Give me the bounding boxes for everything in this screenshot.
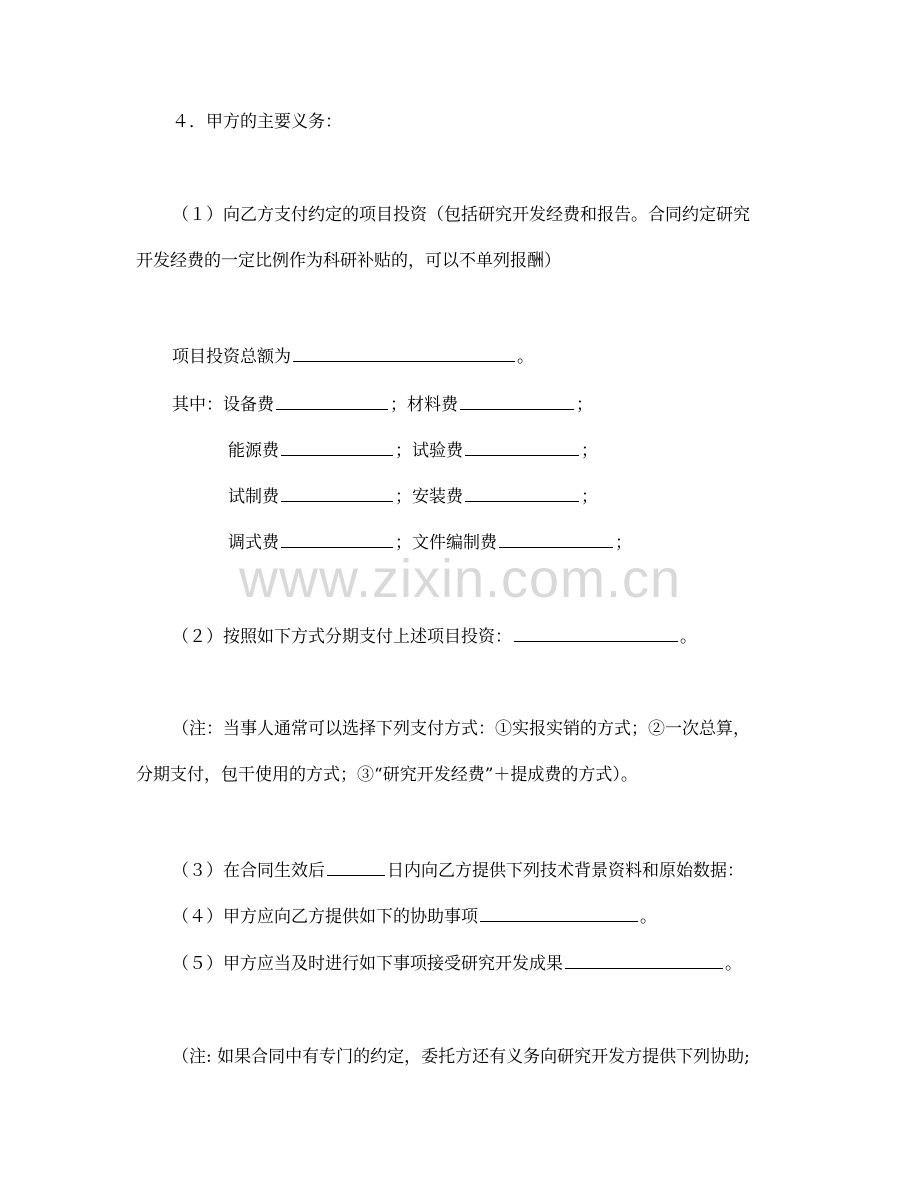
assistance-blank[interactable] — [480, 903, 638, 922]
cost-label: 材料费 — [407, 395, 458, 415]
cost-label: 试制费 — [228, 487, 279, 507]
cost-blank[interactable] — [281, 529, 393, 548]
section-heading: ４．甲方的主要义务： — [172, 112, 342, 132]
item1-line2: 开发经费的一定比例作为科研补贴的，可以不单列报酬） — [136, 251, 561, 271]
item5-line — [172, 950, 742, 976]
item3-after: 日内向乙方提供下列技术背景资料和原始数据： — [387, 861, 744, 881]
cost-separator: ； — [581, 441, 598, 461]
watermark: www.zixin.com.cn — [238, 549, 682, 609]
note1-line1: （注：当事人通常可以选择下列支付方式：①实报实销的方式；②一次总算， — [172, 719, 750, 739]
item3-line — [172, 857, 744, 883]
total-investment-line — [172, 343, 534, 369]
days-blank[interactable] — [327, 857, 385, 876]
item1-line1: （１）向乙方支付约定的项目投资（包括研究开发经费和报告。合同约定研究 — [172, 205, 750, 225]
cost-label: 设备费 — [223, 395, 274, 415]
cost-label: 文件编制费 — [412, 533, 497, 553]
cost-row-2 — [228, 437, 598, 463]
cost-blank[interactable] — [281, 483, 393, 502]
costs-prefix: 其中： — [172, 395, 223, 415]
cost-blank[interactable] — [465, 483, 579, 502]
cost-row-1 — [172, 391, 593, 417]
cost-label: 能源费 — [228, 441, 279, 461]
cost-blank[interactable] — [276, 391, 388, 410]
item4-text: （４）甲方应向乙方提供如下的协助事项 — [172, 907, 478, 927]
cost-row-4 — [228, 529, 632, 555]
acceptance-blank[interactable] — [565, 950, 723, 969]
cost-separator: ； — [395, 487, 412, 507]
cost-blank[interactable] — [460, 391, 574, 410]
cost-label: 试验费 — [412, 441, 463, 461]
item5-text: （５）甲方应当及时进行如下事项接受研究开发成果 — [172, 954, 563, 974]
cost-separator: ； — [395, 533, 412, 553]
cost-label: 调式费 — [228, 533, 279, 553]
cost-separator: ； — [395, 441, 412, 461]
total-amount-blank[interactable] — [293, 343, 515, 362]
cost-separator: ； — [576, 395, 593, 415]
item3-before: （３）在合同生效后 — [172, 861, 325, 881]
cost-blank[interactable] — [465, 437, 579, 456]
cost-separator: ； — [390, 395, 407, 415]
item2-end: 。 — [680, 627, 697, 647]
item4-end: 。 — [640, 907, 657, 927]
total-end: 。 — [517, 347, 534, 367]
total-label: 项目投资总额为 — [172, 347, 291, 367]
cost-separator: ； — [581, 487, 598, 507]
note2-line1: （注: 如果合同中有专门的约定，委托方还有义务向研究开发方提供下列协助; — [172, 1047, 750, 1067]
cost-row-3 — [228, 483, 598, 509]
note1-line2: 分期支付，包干使用的方式；③“研究开发经费”＋提成费的方式）。 — [136, 765, 638, 785]
cost-label: 安装费 — [412, 487, 463, 507]
cost-blank[interactable] — [281, 437, 393, 456]
item2-text: （２）按照如下方式分期支付上述项目投资： — [172, 627, 512, 647]
item2-line — [172, 623, 697, 649]
cost-blank[interactable] — [499, 529, 613, 548]
item4-line — [172, 903, 657, 929]
item5-end: 。 — [725, 954, 742, 974]
payment-schedule-blank[interactable] — [514, 623, 678, 642]
cost-separator: ； — [615, 533, 632, 553]
